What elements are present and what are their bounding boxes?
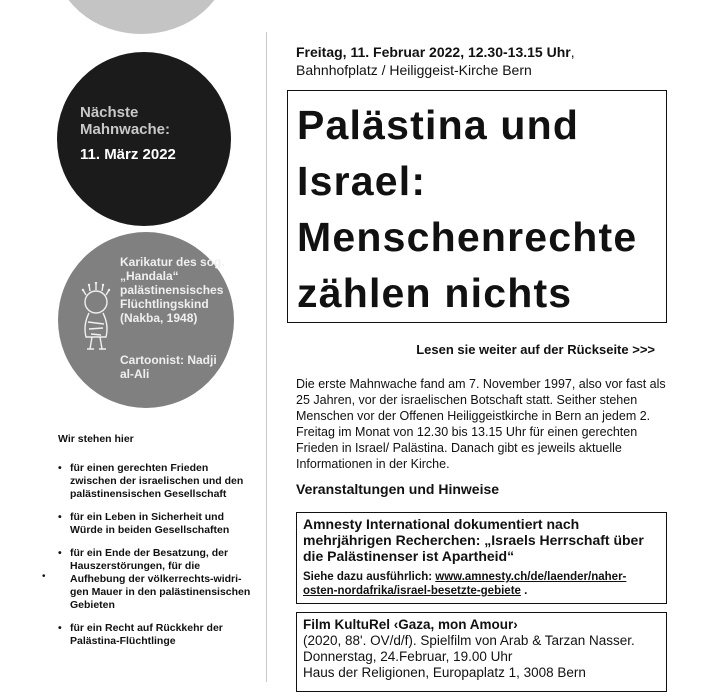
list-item-text: für ein Leben in Sicherheit und Würde in beiden Gesellschaften [70,511,230,536]
amnesty-title: Amnesty International dokumentiert nach mehrjährigen Recherchen: „Israels Herrschaft über die Palästinenser ist Apartheid“ [303,516,644,564]
handala-cartoon-icon [74,282,118,352]
stance-intro: Wir stehen hier [58,433,134,445]
cartoonist-credit: Cartoonist: Nadji al-Ali [120,353,217,381]
next-vigil-label: Nächste Mahnwache: [80,104,171,138]
stance-section [56,433,256,658]
list-item-text: für einen gerechten Frieden zwischen der israelischen und den palästinensischen Gesellschaft [70,462,244,500]
list-item [56,547,256,612]
list-item-text: für ein Recht auf Rückkehr der Palästina-Flüchtlinge [70,622,223,647]
bullet-icon: • [58,511,62,523]
amnesty-box [296,512,667,604]
column-divider [266,32,267,682]
event-info: Freitag, 11. Februar 2022, 12.30-13.15 Uhr, Bahnhofplatz / Heiliggeist-Kirche Bern [296,44,575,78]
film-title: Film KultuRel ‹Gaza, mon Amour› [303,617,518,632]
next-vigil-date: 11. März 2022 [80,146,176,163]
next-vigil-circle [57,52,231,226]
stray-bullet-icon: • [42,571,46,582]
amnesty-link[interactable]: www.amnesty.ch/de/laender/naher-osten-nordafrika/israel-besetzte-gebiete [303,571,627,597]
bullet-icon: • [58,462,62,474]
list-item-text: für ein Ende der Besatzung, der Hauszerstörungen, für die Aufhebung der völkerrechts-widri-gen Mauer in den palästinensischen Gebieten [70,547,251,611]
events-heading: Veranstaltungen und Hinweise [296,481,500,497]
amnesty-ref-prefix: Siehe dazu ausführlich: [303,571,436,583]
stance-list [56,462,256,648]
intro-paragraph: Die erste Mahnwache fand am 7. November 1997, also vor fast als 25 Jahren, vor der israelischen Botschaft statt. Seither stehen Menschen vor der Offenen Heiliggeistkirche in Bern an jedem 2. Freitag im Monat von 12.30 bis 13.15 Uhr für einen gerechten Frieden in Israel/ Palästina. Danach gibt es jeweils aktuelle Informationen in der Kirche. [296,377,666,471]
bullet-icon: • [58,622,62,634]
headline-box [287,90,667,323]
amnesty-reference [303,570,660,598]
event-when: Freitag, 11. Februar 2022, 12.30-13.15 Uhr [296,44,571,60]
amnesty-ref-suffix: . [520,585,528,597]
list-item [56,462,256,501]
film-details: (2020, 88'. OV/d/f). Spielfilm von Arab & Tarzan Nasser. [303,633,635,648]
headline: Palästina und Israel: Menschenrechte zählen nichts [297,102,638,316]
list-item [56,511,256,537]
film-date: Donnerstag, 24.Februar, 19.00 Uhr [303,649,513,664]
film-box [296,612,667,692]
list-item [56,622,256,648]
film-venue: Haus der Religionen, Europaplatz 1, 3008 Bern [303,665,586,680]
decorative-circle-top [54,0,229,34]
bullet-icon: • [58,547,62,559]
cartoon-caption: Karikatur des sog. „Handala“ palästinensisches Flüchtlingskind (Nakba, 1948) [120,255,225,325]
event-where: Bahnhofplatz / Heiliggeist-Kirche Bern [296,62,532,78]
read-more-note: Lesen sie weiter auf der Rückseite >>> [416,342,655,357]
